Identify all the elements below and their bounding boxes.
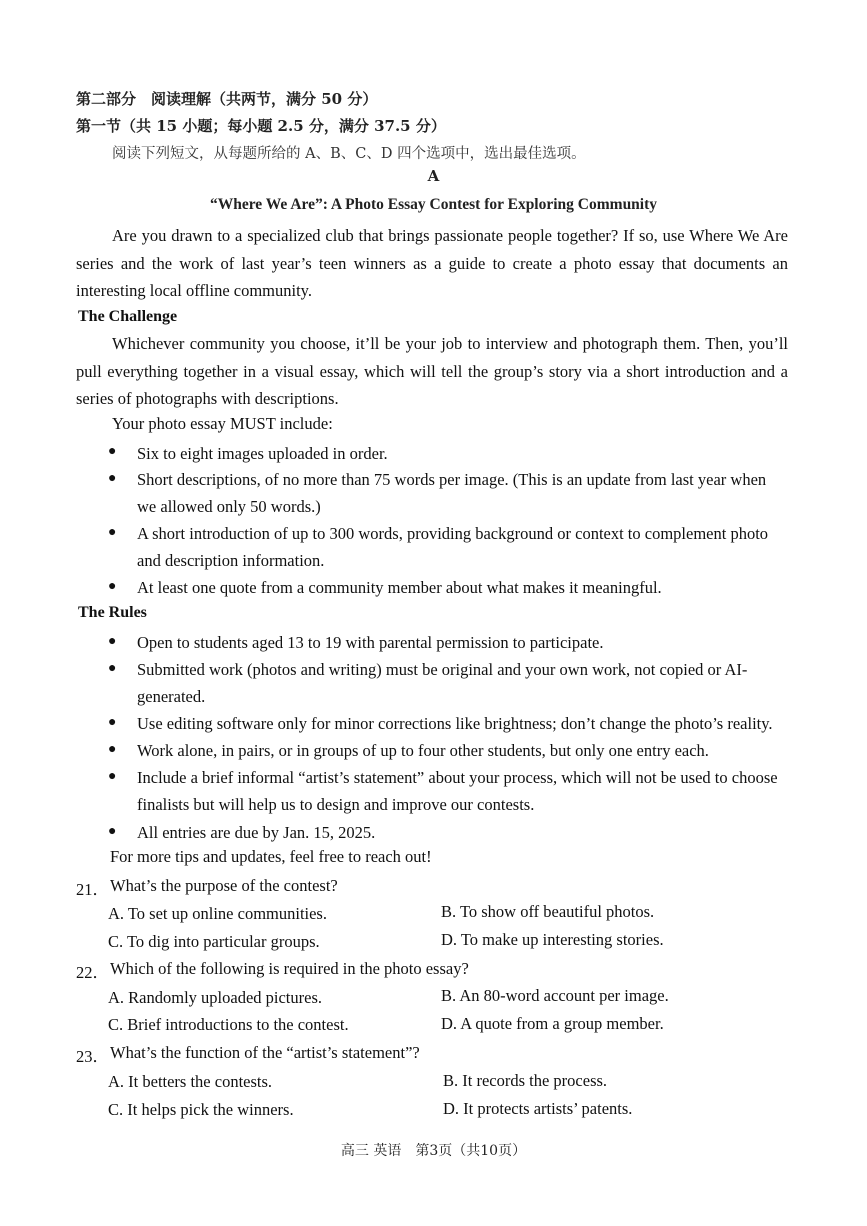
bullet-icon: ● <box>108 634 117 649</box>
bullet-icon: ● <box>108 579 117 594</box>
option-d: D. It protects artists’ patents. <box>443 1099 633 1118</box>
section-heading: 第一节（共 15 小题；每小题 2.5 分，满分 37.5 分） <box>76 117 446 135</box>
requirement-item: Six to eight images uploaded in order. <box>137 444 388 463</box>
bullet-icon: ● <box>108 525 117 540</box>
option-a: A. To set up online communities. <box>108 904 327 923</box>
must-include-label: Your photo essay MUST include: <box>112 414 333 433</box>
option-a: A. It betters the contests. <box>108 1072 273 1091</box>
option-b: B. To show off beautiful photos. <box>441 902 655 921</box>
passage-title: “Where We Are”: A Photo Essay Contest for Exploring Community <box>209 196 658 213</box>
rules-heading: The Rules <box>78 604 147 621</box>
rule-item: All entries are due by Jan. 15, 2025. <box>137 823 376 842</box>
requirement-item: A short introduction of up to 300 words, providing background or context to complement photo and description information. <box>137 524 769 570</box>
requirement-item: At least one quote from a community member about what makes it meaningful. <box>137 578 662 597</box>
option-c: C. To dig into particular groups. <box>108 932 320 951</box>
question-number: 23． <box>76 1047 109 1066</box>
rule-item: Use editing software only for minor corrections like brightness; don’t change the photo’s reality. <box>137 714 773 733</box>
bullet-icon: ● <box>108 824 117 839</box>
question-text: What’s the purpose of the contest? <box>110 876 338 895</box>
bullet-icon: ● <box>108 769 117 784</box>
challenge-heading: The Challenge <box>78 308 178 325</box>
bullet-icon: ● <box>108 715 117 730</box>
closing-line: For more tips and updates, feel free to reach out! <box>110 847 432 866</box>
option-d: D. A quote from a group member. <box>441 1014 664 1033</box>
option-c: C. It helps pick the winners. <box>108 1100 294 1119</box>
option-b: B. It records the process. <box>443 1071 608 1090</box>
option-b: B. An 80-word account per image. <box>441 986 669 1005</box>
bullet-icon: ● <box>108 444 117 459</box>
instruction: 阅读下列短文，从每题所给的 A、B、C、D 四个选项中，选出最佳选项。 <box>112 146 586 162</box>
page-footer: 高三 英语 第3页（共10页） <box>340 1143 527 1159</box>
question-text: What’s the function of the “artist’s statement”? <box>110 1043 420 1062</box>
option-a: A. Randomly uploaded pictures. <box>108 988 323 1007</box>
option-c: C. Brief introductions to the contest. <box>108 1015 349 1034</box>
question-number: 22． <box>76 963 109 982</box>
requirement-item: Short descriptions, of no more than 75 words per image. (This is an update from last year when we allowed only 50 words.) <box>137 470 767 516</box>
bullet-icon: ● <box>108 471 117 486</box>
bullet-icon: ● <box>108 742 117 757</box>
question-number: 21． <box>76 880 109 899</box>
rule-item: Open to students aged 13 to 19 with parental permission to participate. <box>137 633 604 652</box>
part-heading: 第二部分 阅读理解（共两节，满分 50 分） <box>76 90 378 108</box>
intro-paragraph: Are you drawn to a specialized club that brings passionate people together? If so, use Where We Are series and the work of last year’s teen winners as a guide to create a photo essay that documents an interesting local offline community. <box>76 226 788 300</box>
question-text: Which of the following is required in the photo essay? <box>110 959 469 978</box>
bullet-icon: ● <box>108 661 117 676</box>
passage-label: A <box>427 167 440 185</box>
option-d: D. To make up interesting stories. <box>441 930 664 949</box>
rule-item: Include a brief informal “artist’s statement” about your process, which will not be used to choose finalists but will help us to design and improve our contests. <box>137 768 778 814</box>
challenge-paragraph: Whichever community you choose, it’ll be your job to interview and photograph them. Then, you’ll pull everything together in a visual essay, which will tell the group’s story via a short introduction and a series of photographs with descriptions. <box>76 334 788 408</box>
rule-item: Submitted work (photos and writing) must be original and your own work, not copied or AI-generated. <box>137 660 748 706</box>
rule-item: Work alone, in pairs, or in groups of up to four other students, but only one entry each. <box>137 741 709 760</box>
